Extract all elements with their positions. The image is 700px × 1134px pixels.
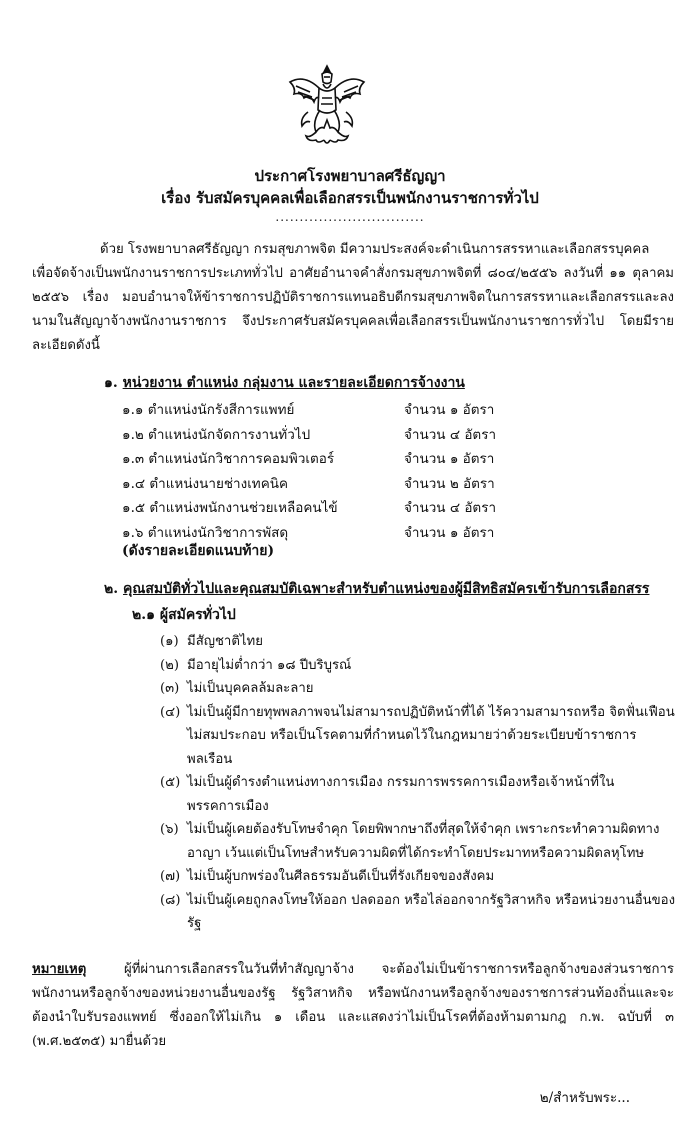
position-row [122,398,522,423]
qualification-number: (๒) [160,657,179,673]
qualification-text: ไม่เป็นบุคคลล้มละลาย [187,681,314,696]
qualification-number: (๑) [160,634,179,649]
continuation-marker: ๒/สำหรับพระ... [539,1090,630,1106]
qualification-item [160,654,680,678]
qualification-item [160,771,680,818]
attachment-note: (ดังรายละเอียดแนบท้าย) [122,543,275,559]
qualification-item [160,818,680,865]
position-row [122,472,522,497]
qualification-text: มีสัญชาติไทย [187,634,263,649]
position-count: จำนวน ๑ อัตรา [404,451,495,467]
qualification-number: (๕) [160,775,181,790]
announcement-title: ประกาศโรงพยาบาลศรีธัญญา [254,167,446,185]
qualification-item [160,889,680,936]
section-1-heading [104,372,465,394]
section-1-title: หน่วยงาน ตำแหน่ง กลุ่มงาน และรายละเอียดการจ้างงาน [122,375,465,391]
qualification-item [160,701,680,772]
remark-label: หมายเหตุ [32,962,87,977]
subsection-2-1-heading: ๒.๑ ผู้สมัครทั่วไป [132,607,236,623]
qualification-number: (๔) [160,704,181,720]
section-2-heading [104,578,649,600]
qualification-item [160,677,680,701]
section-2-number: ๒. [104,581,119,597]
position-row [122,423,522,448]
announcement-subject: เรื่อง รับสมัครบุคคลเพื่อเลือกสรรเป็นพนักงานราชการทั่วไป [161,189,539,207]
position-row [122,496,522,521]
position-count: จำนวน ๔ อัตรา [404,426,497,443]
qualification-text: ไม่เป็นผู้บกพร่องในศีลธรรมอันดีเป็นที่รังเกียจของสังคม [187,869,495,884]
position-name: ๑.๖ ตำแหน่งนักวิชาการพัสดุ [122,524,289,541]
qualification-number: (๖) [160,822,179,837]
position-name: ๑.๒ ตำแหน่งนักจัดการงานทั่วไป [122,426,311,443]
qualification-number: (๓) [160,681,180,696]
qualification-text: ไม่เป็นผู้ดำรงตำแหน่งทางการเมือง กรรมการพรรคการเมืองหรือเจ้าหน้าที่ในพรรคการเมือง [187,775,615,814]
intro-line-1: ด้วย โรงพยาบาลศรีธัญญา กรมสุขภาพจิต มีความประสงค์จะดำเนินการสรรหาและเลือกสรรบุคคล [100,242,650,257]
position-name: ๑.๑ ตำแหน่งนักรังสีการแพทย์ [122,402,295,418]
garuda-emblem-icon [286,62,368,148]
qualification-number: (๘) [160,892,181,908]
section-1-number: ๑. [104,375,118,391]
position-name: ๑.๓ ตำแหน่งนักวิชาการคอมพิวเตอร์ [122,451,335,467]
section-2-title: คุณสมบัติทั่วไปและคุณสมบัติเฉพาะสำหรับตำแหน่งของผู้มีสิทธิสมัครเข้ารับการเลือกสรร [122,581,650,597]
position-count: จำนวน ๔ อัตรา [404,500,497,516]
position-name: ๑.๕ ตำแหน่งพนักงานช่วยเหลือคนไข้ [122,500,338,516]
separator-dots: ............................... [275,210,425,224]
remark-text: ผู้ที่ผ่านการเลือกสรรในวันที่ทำสัญญาจ้าง จะต้องไม่เป็นข้าราชการหรือลูกจ้างของส่วนราชการ พนักงานหรือลูกจ้างของหน่วยงานอื่นของรัฐ รัฐวิสาหกิจ หรือพนักงานหรือลูกจ้างของราชการส่วนท้องถิ่นและจะต้องนำใบรับรองแพทย์ ซึ่งออกให้ไม่เกิน ๑ เดือน และแสดงว่าไม่เป็นโรคที่ต้องห้ามตามกฎ ก.พ. ฉบับที่ ๓ (พ.ศ.๒๕๓๕) มายื่นด้วย [32,962,674,1049]
intro-rest: เพื่อจัดจ้างเป็นพนักงานราชการประเภททั่วไป อาศัยอำนาจคำสั่งกรมสุขภาพจิตที่ ๘๐๔/๒๕๕๖ ลงวันที่ ๑๑ ตุลาคม ๒๕๕๖ เรื่อง มอบอำนาจให้ข้าราชการปฏิบัติราชการแทนอธิบดีกรมสุขภาพจิตในการสรรหาและเลือกสรรและลงนามในสัญญาจ้างพนักงานราชการ จึงประกาศรับสมัครบุคคลเพื่อเลือกสรรเป็นพนักงานราชการทั่วไป โดยมีรายละเอียดดังนี้ [32,266,674,353]
qualification-text: ไม่เป็นผู้เคยถูกลงโทษให้ออก ปลดออก หรือไล่ออกจากรัฐวิสาหกิจ หรือหน่วยงานอื่นของรัฐ [187,892,676,931]
intro-paragraph [32,238,674,358]
qualification-number: (๗) [160,869,181,884]
position-count: จำนวน ๑ อัตรา [404,402,495,418]
qualification-text: มีอายุไม่ต่ำกว่า ๑๘ ปีบริบูรณ์ [187,657,352,673]
position-name: ๑.๔ ตำแหน่งนายช่างเทคนิค [122,475,288,492]
position-row [122,447,522,472]
position-count: จำนวน ๑ อัตรา [404,524,495,541]
position-count: จำนวน ๒ อัตรา [404,475,495,492]
qualification-text: ไม่เป็นผู้มีกายทุพพลภาพจนไม่สามารถปฏิบัติหน้าที่ได้ ไร้ความสามารถหรือ จิตฟั่นเฟือน ไม่สมประกอบ หรือเป็นโรคตามที่กำหนดไว้ในกฎหมายว่าด้วยระเบียบข้าราชการพลเรือน [187,704,675,767]
qualification-item [160,630,680,654]
qualification-text: ไม่เป็นผู้เคยต้องรับโทษจำคุก โดยพิพากษาถึงที่สุดให้จำคุก เพราะกระทำความผิดทางอาญา เว้นแต่เป็นโทษสำหรับความผิดที่ได้กระทำโดยประมาทหรือความผิดลหุโทษ [187,822,660,861]
position-list [122,398,522,545]
qualification-list [160,630,680,936]
remark-paragraph [32,958,674,1054]
qualification-item [160,865,680,889]
